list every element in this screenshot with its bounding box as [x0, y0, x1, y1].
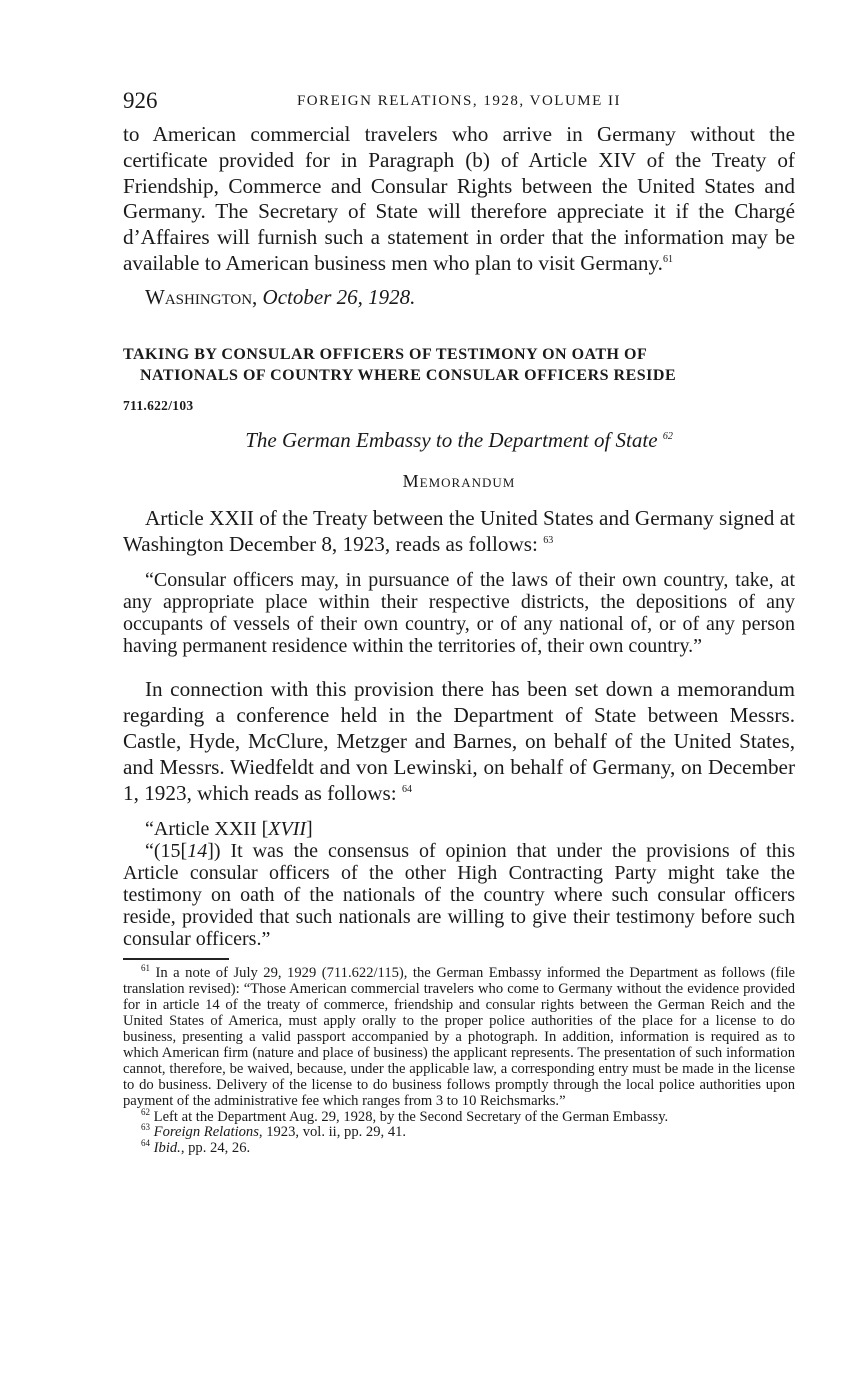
footnote-62: $^{62}$ Left at the Department Aug. 29, 1928, by the Second Secretary of the German Embassy. [141, 1106, 669, 1125]
page-header [123, 88, 795, 122]
footnote-63: $^{63}$ Foreign Relations, 1923, vol. ii, pp. 29, 41. [141, 1122, 407, 1141]
running-title: FOREIGN RELATIONS, 1928, VOLUME II [296, 93, 622, 109]
document-title: The German Embassy to the Department of State $^{62}$ [245, 427, 673, 452]
section-heading [123, 344, 795, 386]
body-paragraph-2: In connection with this provision there has been set down a memorandum regarding a conference held in the Department of State between Messrs. Castle, Hyde, McClure, Metzger and Barnes, on behalf of the United States, and Messrs. Wiedfeldt and von Lewinski, on behalf of Germany, on December 1, 1923, which reads as follows: $^{64}$ [123, 677, 795, 805]
footnote-ref-62[interactable]: 62 [662, 430, 673, 442]
treaty-quote: “Consular officers may, in pursuance of the laws of their own country, take, at any appropriate place within their respective districts, the depositions of any occupants of vessels of their own country, or of any national of, or of any person having permanent residence within the territories of, their own country.” [123, 569, 795, 658]
signature-line: Washington, October 26, 1928. [145, 284, 416, 309]
footnote-divider [123, 958, 229, 960]
footnote-61: $^{61}$ In a note of July 29, 1929 (711.622/115), the German Embassy informed the Department as follows (file translation revised): “Those American commercial travelers who come to Germany without the evidence provided for in article 14 of the treaty of commerce, friendship and consular rights between the German Reich and the United States of America, must apply orally to the proper police authorities of the place for a license to do business, presenting a valid passport accompanied by a photograph. In addition, information is required as to which American firm (nature and place of business) the applicant represents. The presentation of such information cannot, therefore, be waived, because, under the applicable law, a corresponding entry must be made in the license to do business. Delivery of the license to do business follows promptly through the local police authorities upon payment of the administrative fee which ranges from 3 to 10 Reichsmarks.” [123, 963, 795, 1109]
signature-place: Washington [145, 284, 253, 309]
article-quote-body: “(15[14]) It was the consensus of opinion that under the provisions of this Article consular officers of the other High Contracting Party might take the testimony on oath of the nationals of the country where such consular officers reside, provided that such nationals are willing to give their testimony before such consular officers.” [123, 840, 795, 951]
section-heading-line1: TAKING BY CONSULAR OFFICERS OF TESTIMONY ON OATH OF [123, 345, 648, 363]
section-heading-line2: NATIONALS OF COUNTRY WHERE CONSULAR OFFICERS RESIDE [140, 366, 677, 384]
body-paragraph-1: Article XXII of the Treaty between the United States and Germany signed at Washington December 8, 1923, reads as follows: $^{63}$ [123, 505, 795, 556]
footnote-ref-63[interactable]: 63 [543, 534, 554, 546]
signature-date: October 26, 1928. [262, 284, 416, 309]
page-number: 926 [123, 88, 158, 113]
file-number: 711.622/103 [123, 397, 194, 413]
footnote-ref-64[interactable]: 64 [401, 783, 412, 795]
article-quote-heading: “Article XXII [XVII] [145, 818, 313, 841]
footnote-ref-61[interactable]: 61 [662, 253, 673, 265]
footnote-64: $^{64}$ Ibid., pp. 24, 26. [141, 1138, 251, 1157]
memorandum-label: Memorandum [402, 470, 516, 491]
document-page [123, 88, 795, 1157]
continuation-paragraph: to American commercial travelers who arrive in Germany without the certificate provided for in Paragraph (b) of Article XIV of the Treaty of Friendship, Commerce and Consular Rights between the United States and Germany. The Secretary of State will therefore appreciate it if the Chargé d’Affaires will furnish such a statement in order that the information may be available to American business men who plan to visit Germany.$^{61}$ [123, 122, 795, 275]
